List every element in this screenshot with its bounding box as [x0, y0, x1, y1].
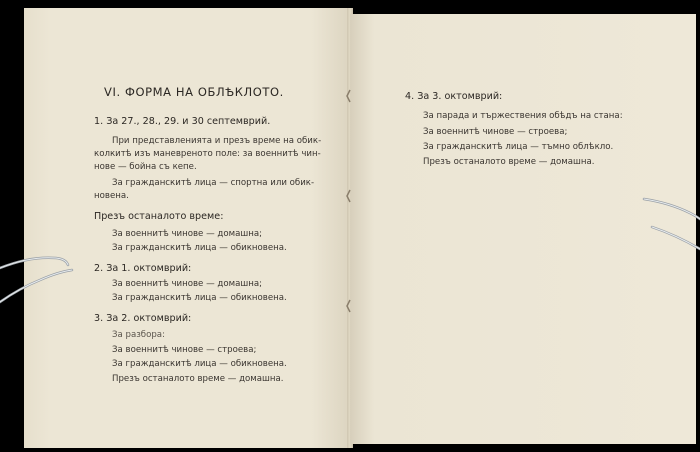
list-line: За военнитѣ чинове — строева;: [423, 127, 568, 137]
list-line: За военнитѣ чинове — домашна;: [112, 229, 262, 239]
list-line: Презъ останалото време — домашна.: [112, 374, 284, 384]
list-line: За военнитѣ чинове — строева;: [112, 345, 257, 355]
page-title: VI. ФОРМА НА ОБЛѢКЛОТО.: [104, 85, 284, 99]
section-heading-5: 4. За 3. октомврий:: [405, 91, 503, 102]
section-heading-1: 1. За 27., 28., 29. и 30 септемврий.: [94, 116, 271, 127]
section-heading-4: 3. За 2. октомврий:: [94, 313, 192, 324]
list-line: За гражданскитѣ лица — тъмно облѣкло.: [423, 142, 614, 152]
list-line: Презъ останалото време — домашна.: [423, 157, 595, 167]
list-line: За парада и тържествения обѣдъ на стана:: [423, 111, 623, 121]
paragraph-line: новена.: [94, 191, 129, 201]
page-weight-wire-right: [640, 195, 700, 255]
binding-stitches: [340, 70, 360, 400]
section-heading-2: Презъ останалото време:: [94, 211, 224, 222]
paragraph-line: За гражданскитѣ лица — спортна или обик-: [112, 178, 315, 188]
paragraph-line: При представленията и презъ време на обик-: [112, 136, 322, 146]
list-line: За гражданскитѣ лица — обикновена.: [112, 359, 287, 369]
section-heading-3: 2. За 1. октомврий:: [94, 263, 192, 274]
paragraph-line: нове — бойна съ кепе.: [94, 162, 197, 172]
list-line: За разбора:: [112, 330, 165, 340]
list-line: За военнитѣ чинове — домашна;: [112, 279, 262, 289]
paragraph-line: колкитѣ изъ маневреното поле: за военнитѣ чин-: [94, 149, 321, 159]
list-line: За гражданскитѣ лица — обикновена.: [112, 293, 287, 303]
page-weight-wire-left: [0, 250, 80, 325]
list-line: За гражданскитѣ лица — обикновена.: [112, 243, 287, 253]
